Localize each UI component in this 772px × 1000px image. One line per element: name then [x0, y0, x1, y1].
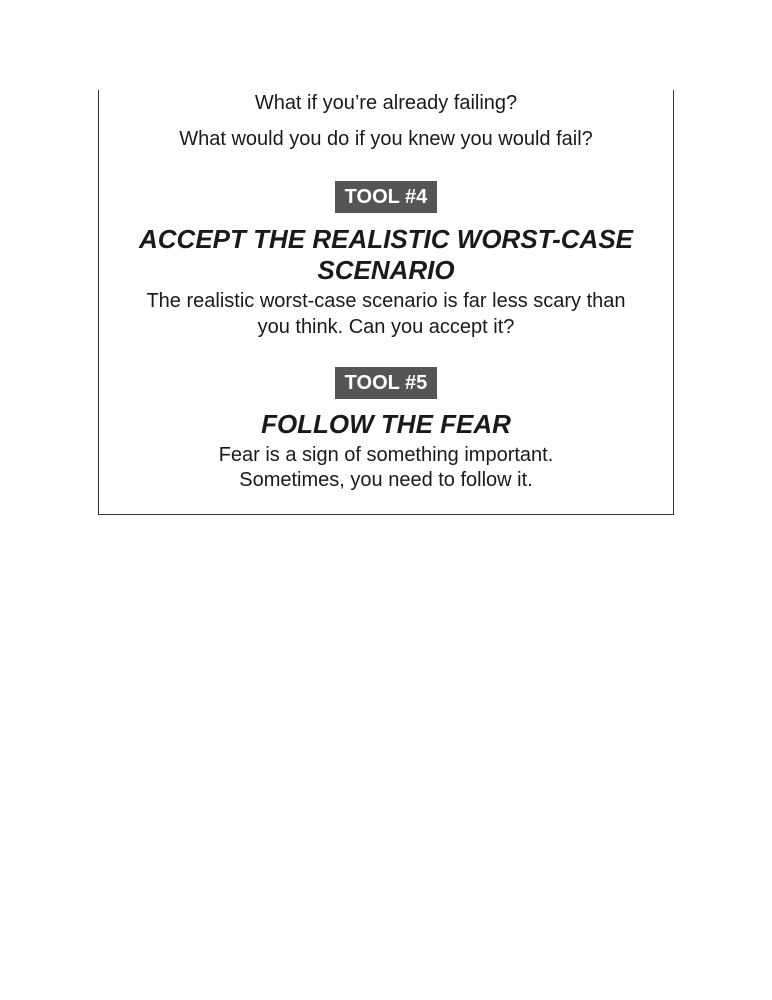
tool-4-title-line-1: ACCEPT THE REALISTIC WORST-CASE: [138, 224, 633, 254]
tool-5-description-line-1: Fear is a sign of something important.: [218, 444, 554, 466]
tool-4-description-line-2: you think. Can you accept it?: [257, 316, 515, 338]
question-already-failing: What if you’re already failing?: [254, 92, 518, 114]
tool-5-description-line-2: Sometimes, you need to follow it.: [239, 469, 533, 491]
question-knew-you-would-fail: What would you do if you knew you would fail?: [179, 128, 593, 150]
tool-4-title-line-2: SCENARIO: [317, 255, 455, 285]
tool-4-description-line-1: The realistic worst-case scenario is far less scary than: [146, 290, 626, 312]
tool-5-badge: TOOL #5: [335, 367, 437, 399]
tool-5-title: FOLLOW THE FEAR: [261, 409, 511, 439]
tool-4-badge: TOOL #4: [335, 181, 437, 213]
